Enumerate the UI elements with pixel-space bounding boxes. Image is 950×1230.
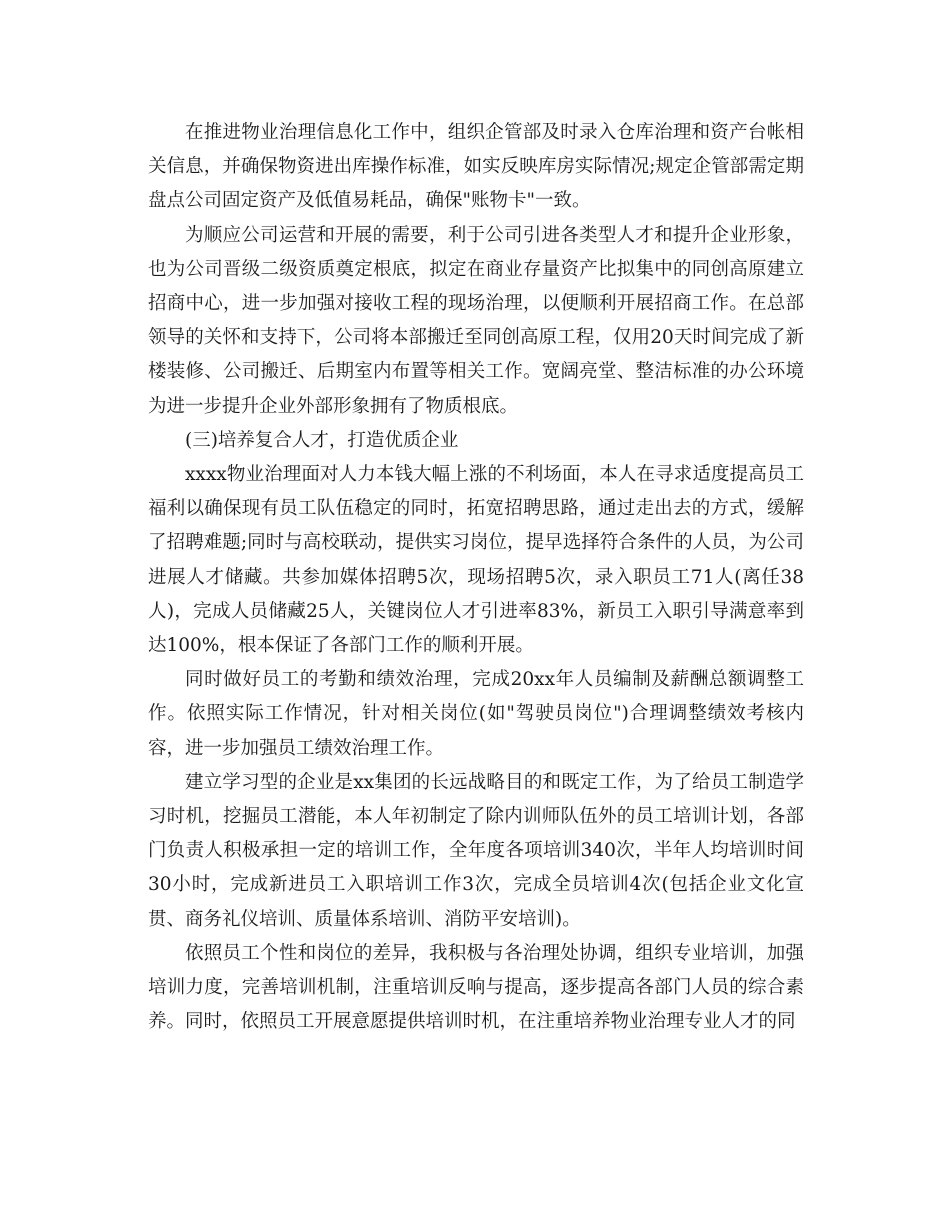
paragraph-professional-training: 依照员工个性和岗位的差异，我积极与各治理处协调，组织专业培训，加强培训力度，完善培训机制，注重培训反响与提高，逐步提高各部门人员的综合素养。同时，依照员工开展意愿提供培训时机，在注重培养物业治理专业人才的同 xyxy=(148,942,804,1033)
paragraph-informatization: 在推进物业治理信息化工作中，组织企管部及时录入仓库治理和资产台帐相关信息，并确保物资进出库操作标准，如实反映库房实际情况;规定企管部需定期盘点公司固定资产及低值易耗品，确保"账物卡"一致。 xyxy=(148,122,804,212)
paragraph-attendance-performance: 同时做好员工的考勤和绩效治理，完成20xx年人员编制及薪酬总额调整工作。依照实际工作情况，针对相关岗位(如"驾驶员岗位")合理调整绩效考核内容，进一步加强员工绩效治理工作。 xyxy=(148,669,804,759)
section-heading-talent: (三)培养复合人才，打造优质企业 xyxy=(185,429,459,451)
paragraph-investment-center: 为顺应公司运营和开展的需要，利于公司引进各类型人才和提升企业形象，也为公司晋级二级资质奠定根底，拟定在商业存量资产比拟集中的同创高原建立招商中心，进一步加强对接收工程的现场治理，以便顺利开展招商工作。在总部领导的关怀和支持下，公司将本部搬迁至同创高原工程，仅用20天时间完成了新楼装修、公司搬迁、后期室内布置等相关工作。宽阔亮堂、整洁标准的办公环境为进一步提升企业外部形象拥有了物质根底。 xyxy=(148,224,804,417)
paragraph-learning-organization: 建立学习型的企业是xx集团的长远战略目的和既定工作，为了给员工制造学习时机，挖掘员工潜能，本人年初制定了除内训师队伍外的员工培训计划，各部门负责人积极承担一定的培训工作，全年度各项培训340次，半年人均培训时间30小时，完成新进员工入职培训工作3次，完成全员培训4次(包括企业文化宣贯、商务礼仪培训、质量体系培训、消防平安培训)。 xyxy=(148,771,804,930)
paragraph-recruitment: xxxx物业治理面对人力本钱大幅上涨的不利场面，本人在寻求适度提高员工福利以确保现有员工队伍稳定的同时，拓宽招聘思路，通过走出去的方式，缓解了招聘难题;同时与高校联动，提供实习岗位，提早选择符合条件的人员，为公司进展人才储藏。共参加媒体招聘5次，现场招聘5次，录入职员工71人(离任38人)，完成人员储藏25人，关键岗位人才引进率83%，新员工入职引导满意率到达100%，根本保证了各部门工作的顺利开展。 xyxy=(148,464,804,657)
document-body xyxy=(148,116,804,1039)
